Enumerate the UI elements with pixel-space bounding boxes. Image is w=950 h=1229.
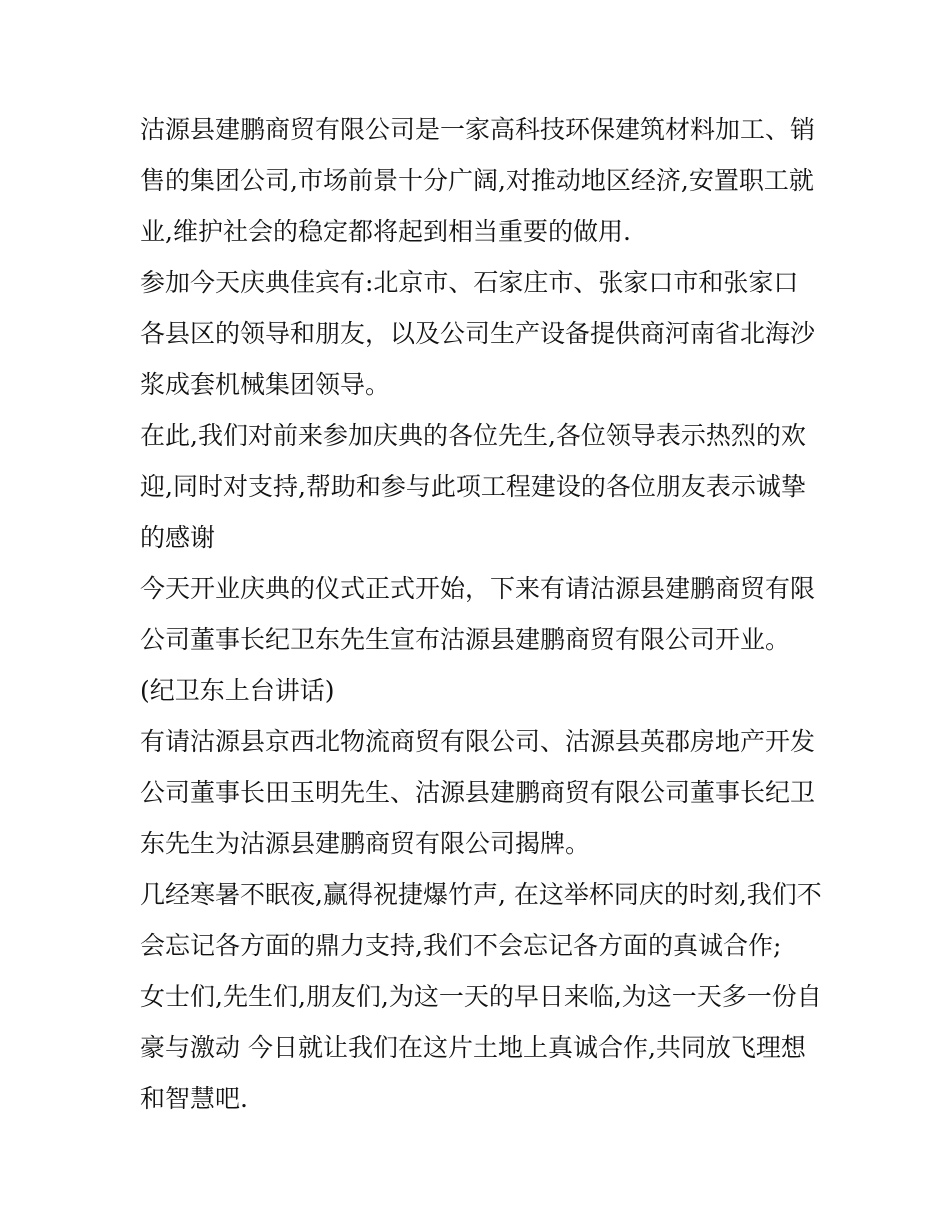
text-line: 售的集团公司,市场前景十分广阔,对推动地区经济,安置职工就 [140, 166, 814, 195]
paragraph-guests [140, 257, 820, 410]
text-line: 东先生为沽源县建鹏商贸有限公司揭牌。 [140, 829, 591, 858]
paragraph-ceremony-start [140, 563, 820, 665]
document-body [140, 104, 820, 1124]
paragraph-welcome [140, 410, 820, 563]
text-line: 浆成套机械集团领导。 [140, 370, 391, 399]
text-line: 公司董事长田玉明先生、沽源县建鹏商贸有限公司董事长纪卫 [140, 778, 816, 807]
paragraph-closing [140, 971, 820, 1124]
text-line: (纪卫东上台讲话) [140, 676, 335, 705]
text-line: 业,维护社会的稳定都将起到相当重要的做用. [140, 217, 631, 246]
text-line: 迎,同时对支持,帮助和参与此项工程建设的各位朋友表示诚挚 [140, 472, 806, 501]
text-line: 的感谢 [140, 523, 216, 552]
paragraph-stage-note [140, 665, 820, 716]
paragraph-unveiling [140, 716, 820, 869]
text-line: 会忘记各方面的鼎力支持,我们不会忘记各方面的真诚合作; [140, 931, 782, 960]
text-line: 几经寒暑不眠夜,赢得祝捷爆竹声, 在这举杯同庆的时刻,我们不 [140, 880, 822, 909]
text-line: 各县区的领导和朋友，以及公司生产设备提供商河南省北海沙 [140, 319, 816, 348]
paragraph-toast [140, 869, 820, 971]
text-line: 在此,我们对前来参加庆典的各位先生,各位领导表示热烈的欢 [140, 421, 806, 450]
text-line: 豪与激动 今日就让我们在这片土地上真诚合作,共同放飞理想 [140, 1033, 806, 1062]
text-line: 参加今天庆典佳宾有:北京市、石家庄市、张家口市和张家口 [140, 268, 799, 297]
text-line: 沽源县建鹏商贸有限公司是一家高科技环保建筑材料加工、销 [140, 115, 816, 144]
text-line: 今天开业庆典的仪式正式开始，下来有请沽源县建鹏商贸有限 [140, 574, 816, 603]
text-line: 公司董事长纪卫东先生宣布沽源县建鹏商贸有限公司开业。 [140, 625, 791, 654]
text-line: 有请沽源县京西北物流商贸有限公司、沽源县英郡房地产开发 [140, 727, 816, 756]
text-line: 女士们,先生们,朋友们,为这一天的早日来临,为这一天多一份自 [140, 982, 822, 1011]
paragraph-company-intro [140, 104, 820, 257]
text-line: 和智慧吧. [140, 1084, 248, 1113]
